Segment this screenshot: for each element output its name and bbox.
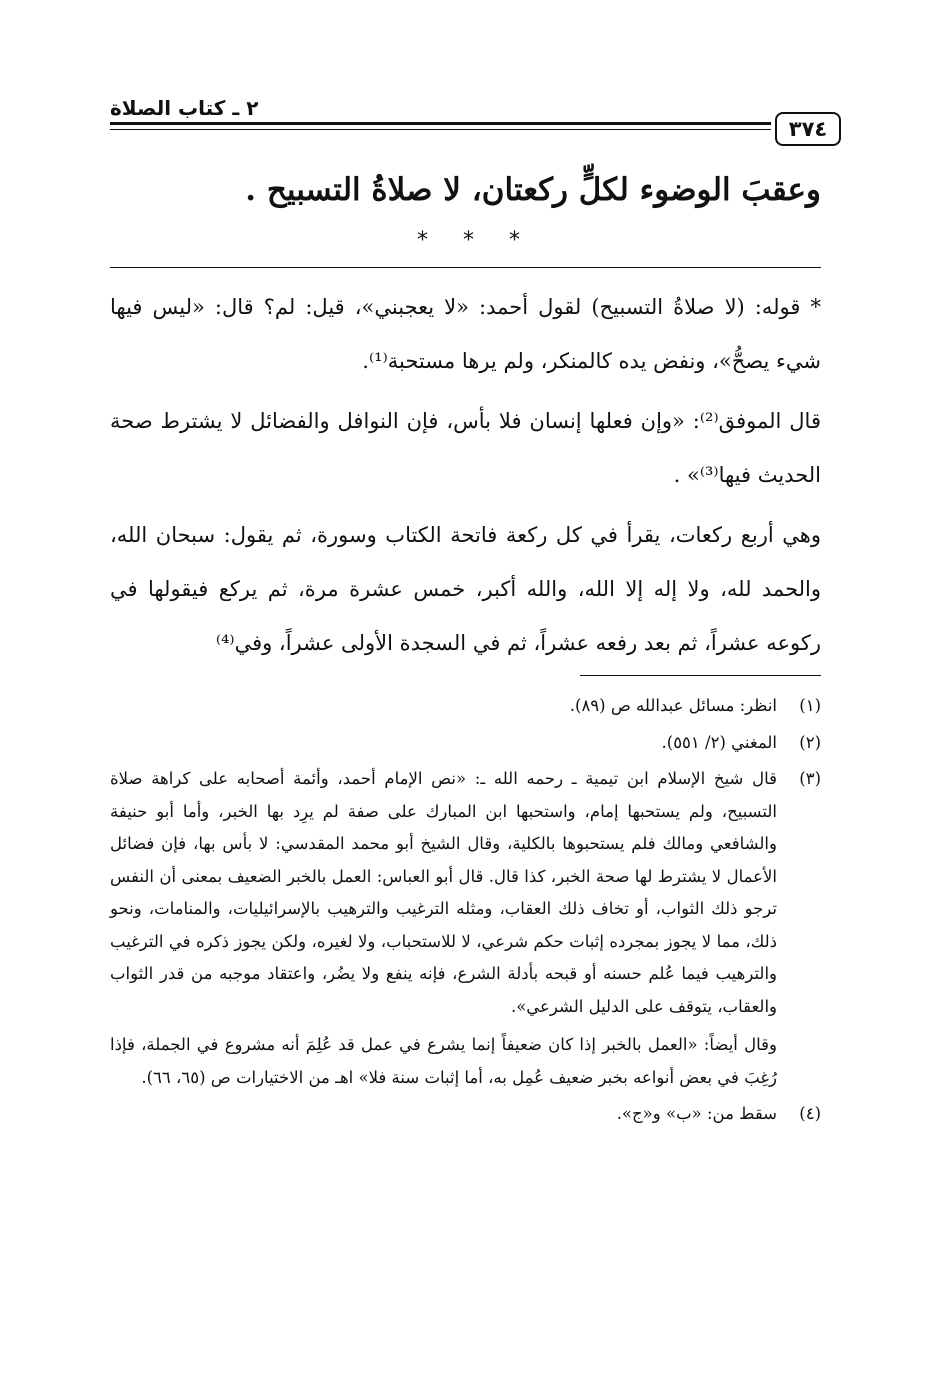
footnote-4 bbox=[110, 1098, 821, 1131]
page-header bbox=[110, 92, 841, 152]
header-rule-thick bbox=[110, 122, 771, 125]
footnote-number: (٤) bbox=[799, 1104, 821, 1123]
footnote-1 bbox=[110, 690, 821, 723]
footnote-number: (١) bbox=[799, 696, 821, 715]
footnote-text-continued: وقال أيضاً: «العمل بالخبر إذا كان ضعيفاً إنما يشرع في عمل قد عُلِمَ أنه مشروع في الجملة، فإذا رُغِبَ في بعض أنواعه بخبر ضعيف عُمِل به، أما إثبات سنة فلا» اهـ من الاختيارات ص (٦٥، ٦٦). bbox=[110, 1035, 777, 1087]
commentary-paragraph-2: قال الموفق⁽²⁾: «وإن فعلها إنسان فلا بأس، فإن النوافل والفضائل لا يشترط صحة الحديث فيها⁽³⁾» . bbox=[110, 409, 821, 487]
commentary-paragraph-3: وهي أربع ركعات، يقرأ في كل ركعة فاتحة الكتاب وسورة، ثم يقول: سبحان الله، والحمد لله، ولا إله إلا الله، والله أكبر، خمس عشرة مرة، ثم يركع فيقولها في ركوعه عشراً، ثم بعد رفعه عشراً، ثم في السجدة الأولى عشراً، وفي⁽⁴⁾ bbox=[110, 523, 821, 655]
footnote-text: قال شيخ الإسلام ابن تيمية ـ رحمه الله ـ: «نص الإمام أحمد، وأئمة أصحابه على كراهة صلاة التسبيح، ولم يستحبها إمام، واستحبها ابن المبارك على صفة لم يرِد بها الخبر، وأما أبو حنيفة والشافعي ومالك فلم يستحبوها بالكلية، وقال الشيخ أبو محمد المقدسي: لا بأس بها، فإن فضائل الأعمال لا يشترط لها صحة الخبر، كذا قال. قال أبو العباس: العمل بالخبر الضعيف بمعنى أن النفس ترجو ذلك الثواب، أو تخاف ذلك العقاب، ومثله الترغيب والترهيب بالإسرائيليات، والمنامات، ونحو ذلك، مما لا يجوز بمجرده إثبات حكم شرعي، لا للاستحباب، ولا لغيره، ولكن يجوز ذكره في الترغيب والترهيب فيما عُلم حسنه أو قبحه بأدلة الشرع، فإنه ينفع ولا يضُر، واعتقاد موجبه من قدر الثواب والعقاب، يتوقف على الدليل الشرعي». bbox=[110, 769, 777, 1016]
footnote-2 bbox=[110, 727, 821, 760]
page-number: ٣٧٤ bbox=[775, 112, 841, 146]
commentary-paragraph-1: * قوله: (لا صلاةُ التسبيح) لقول أحمد: «لا يعجبني»، قيل: لم؟ قال: «ليس فيها شيء يصحُّ»، ونفض يده كالمنكر، ولم يرها مستحبة⁽¹⁾. bbox=[110, 295, 821, 373]
footnote-text: سقط من: «ب» و«ج». bbox=[616, 1104, 777, 1123]
commentary bbox=[110, 280, 821, 676]
footnotes bbox=[110, 690, 821, 1135]
footnote-text: انظر: مسائل عبدالله ص (٨٩). bbox=[569, 696, 777, 715]
chapter-title: ٢ ـ كتاب الصلاة bbox=[110, 96, 259, 120]
footnote-divider bbox=[580, 675, 821, 676]
footnote-3 bbox=[110, 763, 821, 1094]
section-separator: * * * bbox=[417, 228, 534, 253]
main-text: وعقبَ الوضوء لكلٍّ ركعتان، لا صلاةُ التسبيح . bbox=[245, 172, 821, 208]
footnote-text: المغني (٢/ ٥٥١). bbox=[661, 732, 777, 752]
footnote-number: (٣) bbox=[799, 769, 821, 788]
header-rule-thin bbox=[110, 129, 771, 130]
footnote-number: (٢) bbox=[799, 732, 821, 752]
main-divider bbox=[110, 267, 821, 268]
